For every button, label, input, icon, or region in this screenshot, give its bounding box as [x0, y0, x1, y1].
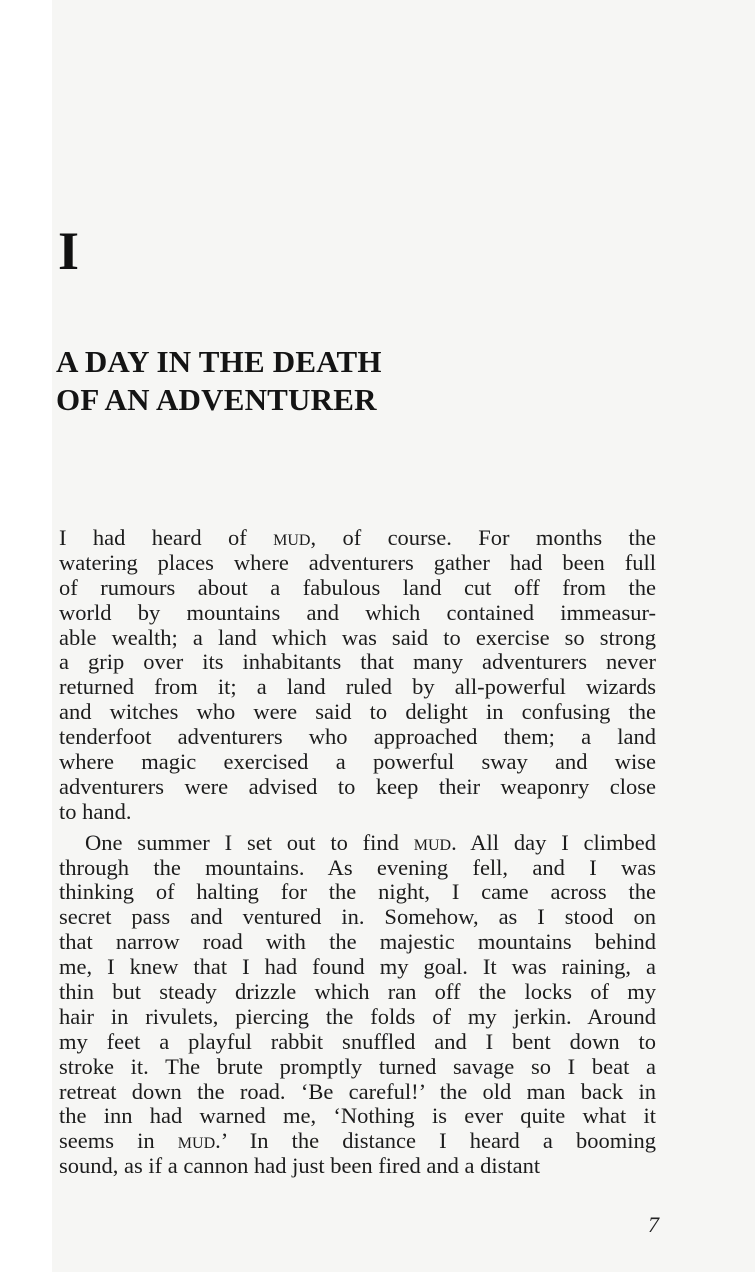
game-name-small-caps: mud — [177, 1128, 216, 1154]
text-line: secret pass and ventured in. Somehow, as I stood on — [59, 904, 656, 930]
text-line: stroke it. The brute promptly turned savage so I beat a — [59, 1053, 656, 1079]
text-line: to hand. — [59, 798, 132, 824]
text-line: able wealth; a land which was said to exercise so strong — [59, 624, 656, 650]
text-line: through the mountains. As evening fell, and I was — [59, 854, 656, 880]
text-line: world by mountains and which contained immeasur- — [59, 599, 656, 625]
text-line: me, I knew that I had found my goal. It was raining, a — [59, 954, 656, 980]
text-line: my feet a playful rabbit snuffled and I bent down to — [59, 1028, 656, 1054]
text-line: seems in mud.’ In the distance I heard a booming — [59, 1128, 656, 1154]
game-name-small-caps: mud — [413, 829, 452, 855]
text-line: adventurers were advised to keep their weaponry close — [59, 773, 656, 799]
text-line: thinking of halting for the night, I came across the — [59, 879, 656, 905]
text-line: and witches who were said to delight in confusing the — [59, 699, 656, 725]
text-line: where magic exercised a powerful sway and wise — [59, 749, 656, 775]
text-line: a grip over its inhabitants that many adventurers never — [59, 649, 656, 675]
text-line: I had heard of mud, of course. For months the — [59, 525, 656, 550]
text-line: watering places where adventurers gather had been full — [59, 549, 656, 575]
chapter-title-line: A DAY IN THE DEATH — [56, 344, 382, 379]
text-line: that narrow road with the majestic mountains behind — [59, 929, 656, 955]
text-line: retreat down the road. ‘Be careful!’ the old man back in — [59, 1078, 656, 1104]
text-line: the inn had warned me, ‘Nothing is ever quite what it — [59, 1103, 656, 1129]
text-line: hair in rivulets, piercing the folds of my jerkin. Around — [59, 1003, 656, 1029]
text-line: One summer I set out to find mud. All day I climbed — [85, 829, 656, 855]
paragraph — [59, 526, 656, 825]
chapter-title-line: OF AN ADVENTURER — [56, 382, 377, 417]
chapter-title — [56, 343, 382, 419]
text-line: tenderfoot adventurers who approached them; a land — [59, 724, 656, 750]
page-number: 7 — [648, 1212, 659, 1237]
game-name-small-caps: mud — [273, 525, 311, 550]
text-line: returned from it; a land ruled by all-powerful wizards — [59, 674, 656, 700]
chapter-number: I — [58, 221, 80, 281]
body-text — [59, 526, 656, 1179]
text-line: sound, as if a cannon had just been fired and a distant — [59, 1153, 541, 1179]
text-line: of rumours about a fabulous land cut off from the — [59, 574, 656, 600]
text-line: thin but steady drizzle which ran off the locks of my — [59, 979, 656, 1005]
paragraph — [59, 831, 656, 1179]
